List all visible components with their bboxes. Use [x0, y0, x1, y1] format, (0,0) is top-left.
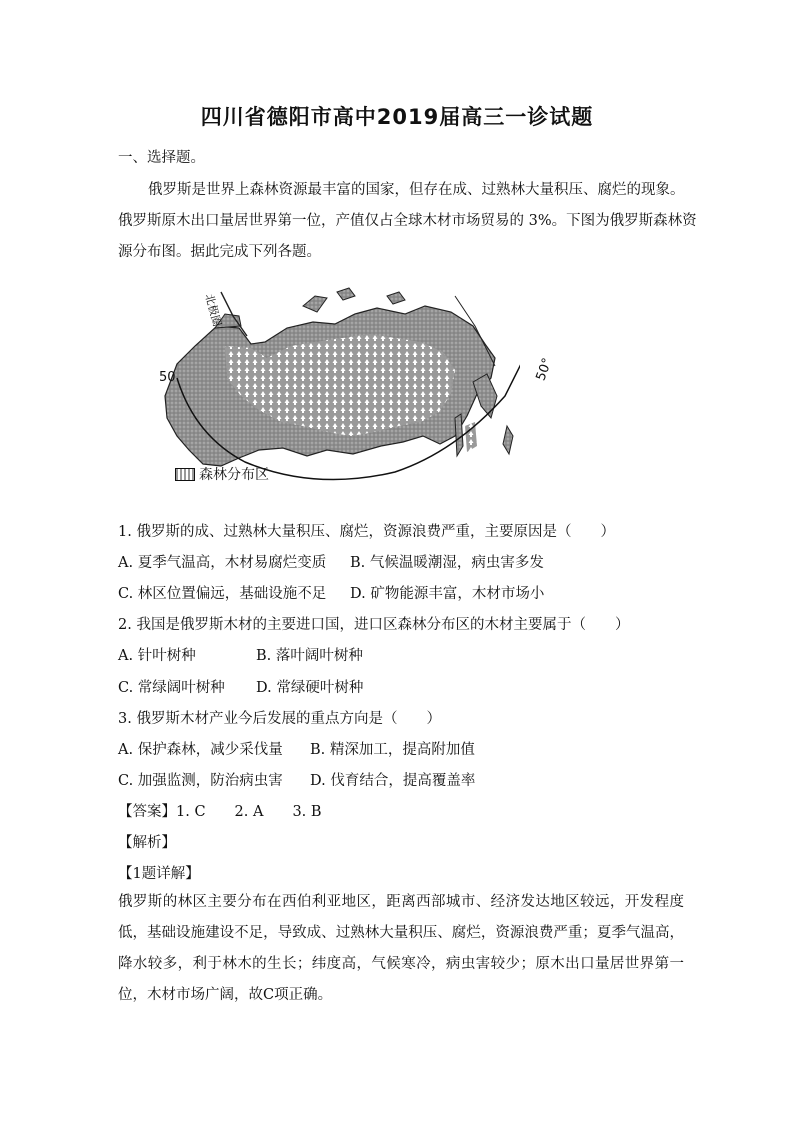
q1-option-a: A. 夏季气温高，木材易腐烂变质: [118, 555, 327, 571]
q3-option-b: B. 精深加工，提高附加值: [310, 742, 475, 758]
page-title: 四川省德阳市高中2019届高三一诊试题: [200, 105, 594, 129]
q3-option-c: C. 加强监测，防治病虫害: [118, 773, 283, 789]
q3-option-a: A. 保护森林，减少采伐量: [118, 742, 283, 758]
answer-line: 【答案】1. C 2. A 3. B: [118, 804, 322, 820]
q2-option-d: D. 常绿硬叶树种: [256, 680, 364, 696]
arctic-circle-label: 北极圈: [202, 292, 224, 328]
q2-option-b: B. 落叶阔叶树种: [256, 648, 363, 664]
q2-option-c: C. 常绿阔叶树种: [118, 680, 225, 696]
question-2-stem: 2. 我国是俄罗斯木材的主要进口国，进口区森林分布区的木材主要属于（ ）: [118, 617, 630, 633]
question-1-stem: 1. 俄罗斯的成、过熟林大量积压、腐烂，资源浪费严重，主要原因是（ ）: [118, 524, 615, 540]
legend-label: 森林分布区: [199, 467, 269, 483]
q1-option-d: D. 矿物能源丰富，木材市场小: [350, 586, 545, 602]
q1-option-c: C. 林区位置偏远，基础设施不足: [118, 586, 327, 602]
russia-forest-map: [155, 286, 556, 498]
intro-line-2: 俄罗斯原木出口量居世界第一位，产值仅占全球木材市场贸易的 3%。下图为俄罗斯森林资: [118, 213, 697, 229]
detail-heading: 【1题详解】: [118, 866, 200, 882]
analysis-heading: 【解析】: [118, 835, 176, 851]
q1-option-b: B. 气候温暖潮湿，病虫害多发: [350, 555, 544, 571]
intro-line-1: 俄罗斯是世界上森林资源最丰富的国家，但存在成、过熟林大量积压、腐烂的现象。: [148, 182, 685, 198]
question-3-stem: 3. 俄罗斯木材产业今后发展的重点方向是（ ）: [118, 711, 441, 727]
map-legend: [175, 464, 269, 484]
detail-paragraph: 俄罗斯的林区主要分布在西伯利亚地区，距离西部城市、经济发达地区较远，开发程度低，基础设施建设不足，导致成、过熟林大量积压、腐烂，资源浪费严重；夏季气温高，降水较多，利于林木的生长；纬度高，气候寒冷，病虫害较少；原木出口量居世界第一位，木材市场广阔，故C项正确。: [118, 894, 684, 1003]
lat-label-right: 50°: [533, 356, 556, 383]
forest-legend-icon: [175, 468, 195, 481]
lat-label-left: 50: [159, 370, 176, 385]
intro-line-3: 源分布图。据此完成下列各题。: [118, 244, 321, 260]
section-heading: 一、选择题。: [118, 150, 205, 166]
q3-option-d: D. 伐育结合，提高覆盖率: [310, 773, 476, 789]
q2-option-a: A. 针叶树种: [118, 648, 196, 664]
